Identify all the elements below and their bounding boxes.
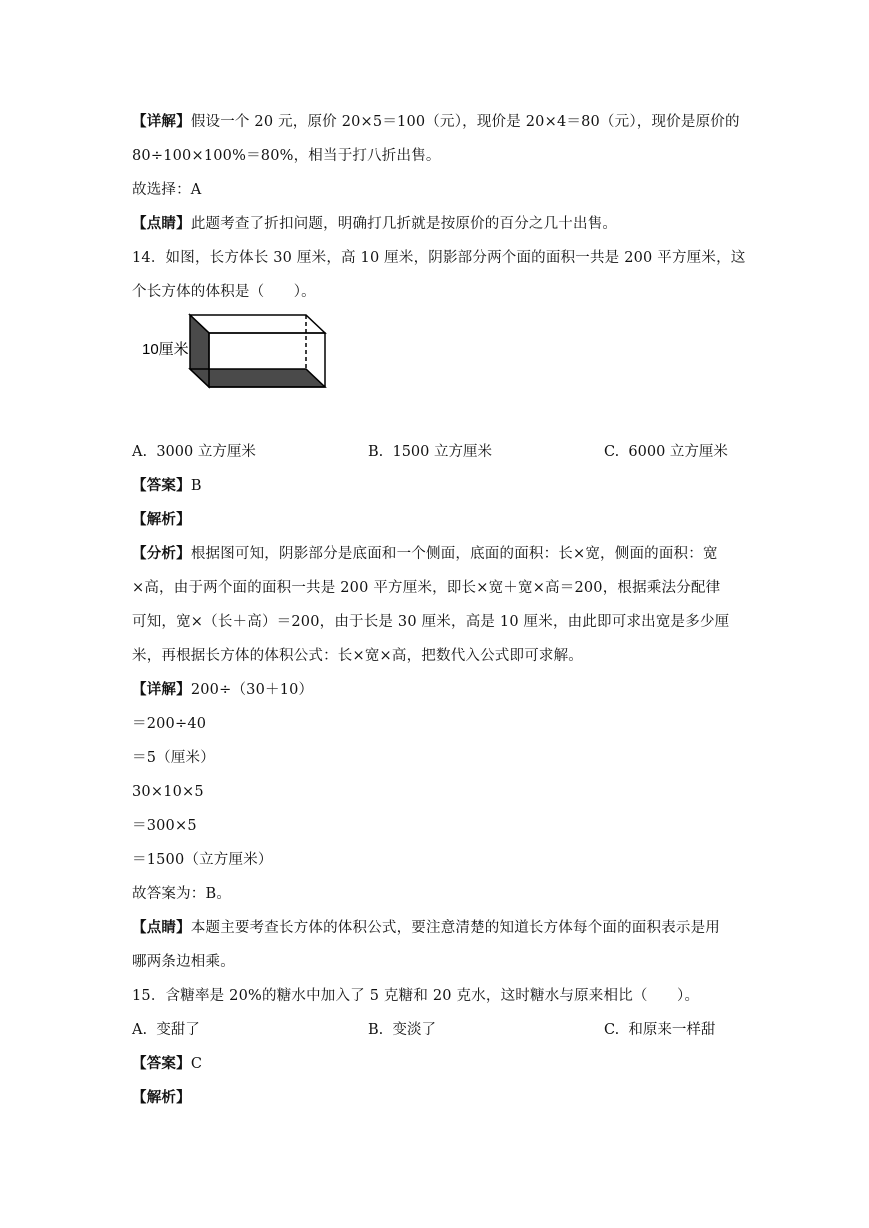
- option-text: 变甜了: [156, 1022, 200, 1038]
- top-face: [190, 315, 325, 333]
- q14-stem-line1: 14．如图，长方体长 30 厘米，高 10 厘米，阴影部分两个面的面积一共是 200 平方厘米，这: [132, 250, 746, 266]
- option-letter: A.: [132, 444, 148, 460]
- analyze-tag: 【分析】: [132, 545, 191, 562]
- detail-text: 200÷（30＋10）: [190, 682, 314, 698]
- q14-analyze-line2: ×高，由于两个面的面积一共是 200 平方厘米，即长×宽＋宽×高＝200，根据乘法分配律: [132, 580, 721, 596]
- q13-comment-line: [132, 214, 617, 234]
- analyze-text: 根据图可知，阴影部分是底面和一个侧面，底面的面积：长×宽，侧面的面积：宽: [190, 546, 718, 562]
- q14-option-b: [368, 442, 492, 462]
- q13-detail-line1: [132, 112, 740, 132]
- q14-option-c: [604, 442, 728, 462]
- q14-analyze-line1: [132, 544, 718, 564]
- q14-comment-line2: 哪两条边相乘。: [132, 954, 235, 970]
- answer-value: C: [190, 1056, 203, 1072]
- q14-analyze-line4: 米，再根据长方体的体积公式：长×宽×高，把数代入公式即可求解。: [132, 648, 583, 664]
- option-letter: B.: [368, 444, 384, 460]
- option-text: 6000 立方厘米: [628, 444, 728, 460]
- option-letter: C.: [604, 1022, 620, 1038]
- q15-option-a: [132, 1020, 200, 1040]
- q13-detail-line2: 80÷100×100%＝80%，相当于打八折出售。: [132, 148, 441, 164]
- q14-step: ＝200÷40: [132, 716, 207, 732]
- q14-answer-line: [132, 476, 202, 496]
- q14-step: ＝1500（立方厘米）: [132, 852, 273, 868]
- comment-text: 此题考查了折扣问题，明确打几折就是按原价的百分之几十出售。: [190, 216, 618, 232]
- comment-text: 本题主要考查长方体的体积公式，要注意清楚的知道长方体每个面的面积表示是用: [190, 920, 721, 936]
- option-letter: A.: [132, 1022, 148, 1038]
- q14-final-line: 故答案为：B。: [132, 886, 232, 902]
- option-text: 和原来一样甜: [628, 1022, 716, 1038]
- q14-option-a: [132, 442, 256, 462]
- option-text: 1500 立方厘米: [392, 444, 492, 460]
- q14-stem-line2: 个长方体的体积是（ ）。: [132, 284, 316, 300]
- q15-analysis-heading: 【解析】: [132, 1089, 191, 1106]
- q15-answer-line: [132, 1054, 202, 1074]
- answer-value: B: [190, 478, 202, 494]
- cuboid-figure: [138, 310, 338, 400]
- q14-step: 30×10×5: [132, 784, 204, 800]
- option-text: 3000 立方厘米: [156, 444, 256, 460]
- comment-tag: 【点睛】: [132, 215, 191, 232]
- detail-text: 假设一个 20 元，原价 20×5＝100（元），现价是 20×4＝80（元），现价是原价的: [190, 114, 740, 130]
- answer-tag: 【答案】: [132, 477, 191, 494]
- detail-tag: 【详解】: [132, 681, 191, 698]
- height-label: 10厘米: [142, 341, 189, 358]
- option-letter: B.: [368, 1022, 384, 1038]
- option-letter: C.: [604, 444, 620, 460]
- q14-comment-line1: [132, 918, 720, 938]
- q14-analyze-line3: 可知，宽×（长＋高）＝200，由于长是 30 厘米，高是 10 厘米，由此即可求出宽是多少厘: [132, 614, 730, 630]
- q13-choice-line: 故选择：A: [132, 182, 202, 198]
- option-text: 变淡了: [392, 1022, 436, 1038]
- q14-step: ＝5（厘米）: [132, 750, 215, 766]
- q14-detail-line: [132, 680, 313, 700]
- cuboid-svg: [138, 310, 338, 396]
- q15-stem: 15．含糖率是 20%的糖水中加入了 5 克糖和 20 克水，这时糖水与原来相比（ ）。: [132, 988, 700, 1004]
- answer-tag: 【答案】: [132, 1055, 191, 1072]
- q15-option-b: [368, 1020, 436, 1040]
- q14-analysis-heading: 【解析】: [132, 511, 191, 528]
- comment-tag: 【点睛】: [132, 919, 191, 936]
- q14-step: ＝300×5: [132, 818, 197, 834]
- detail-tag: 【详解】: [132, 113, 191, 130]
- shaded-bottom-face: [190, 369, 325, 387]
- q15-option-c: [604, 1020, 715, 1040]
